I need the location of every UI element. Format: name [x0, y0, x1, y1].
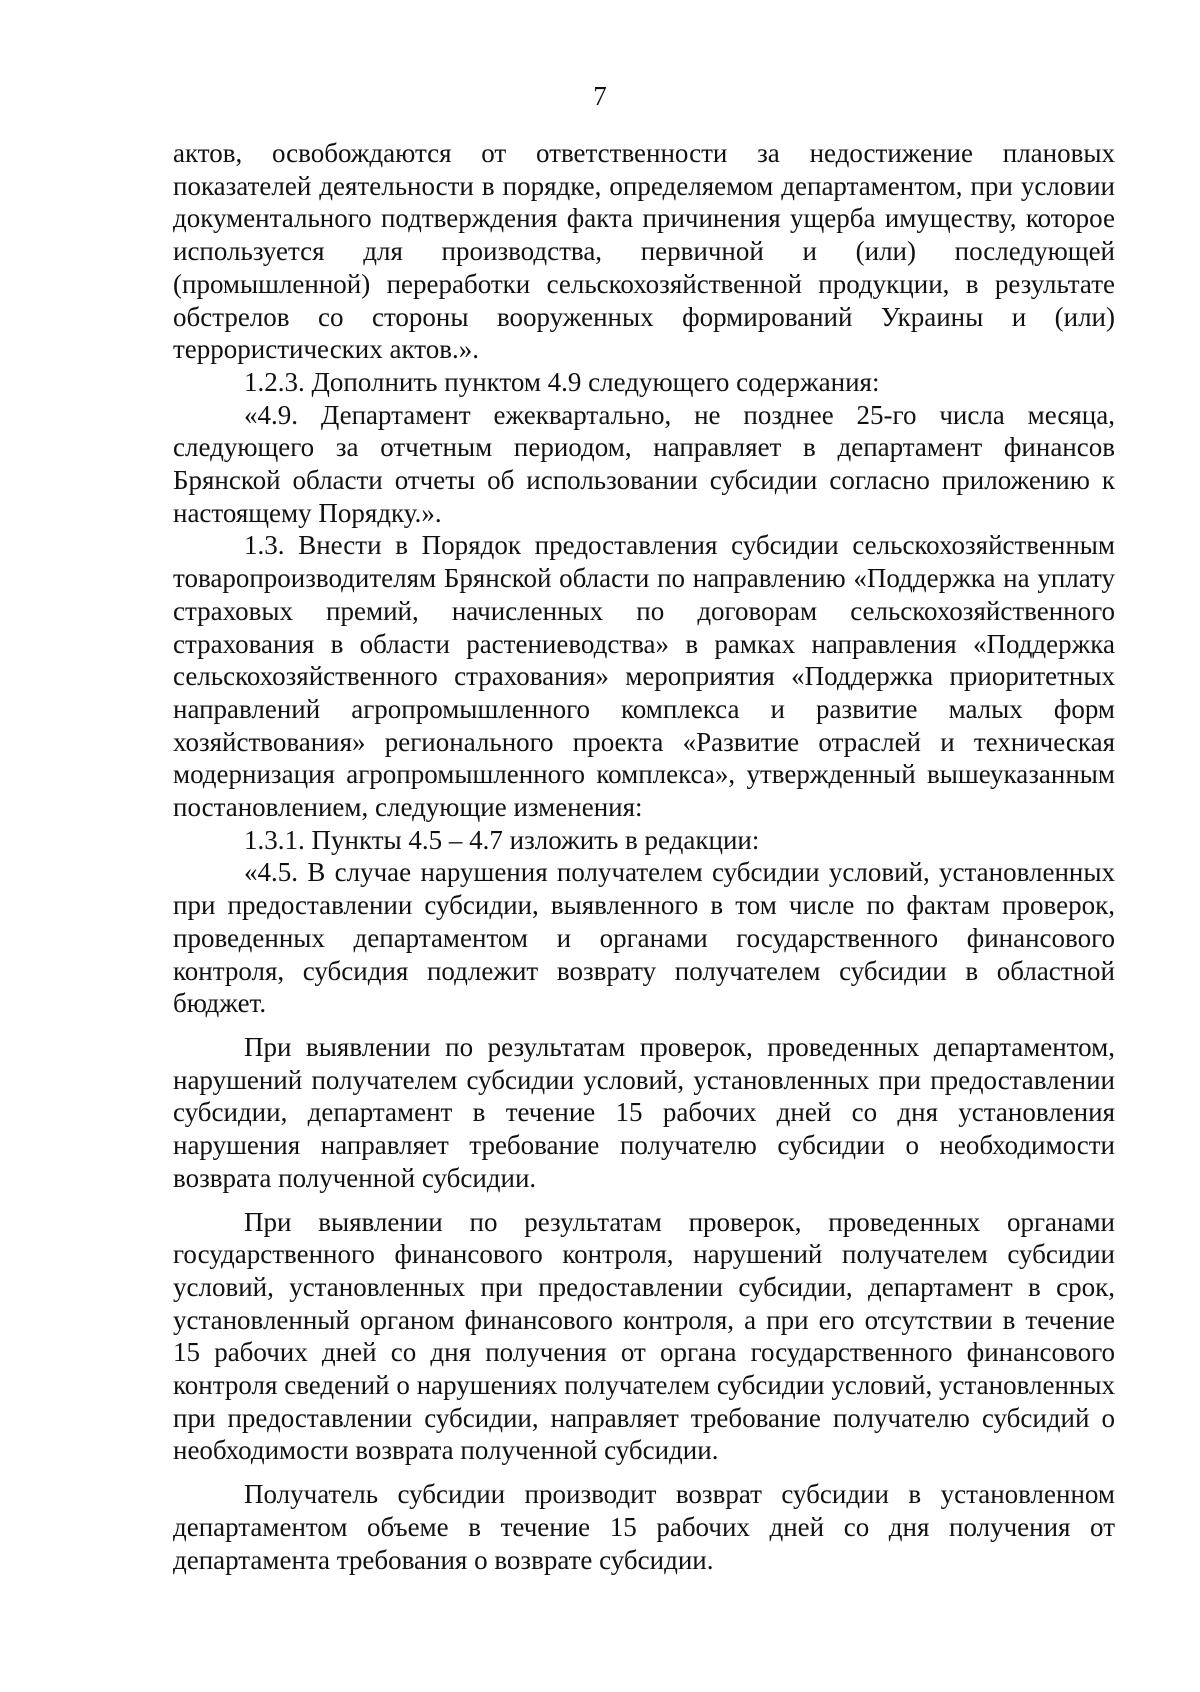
page-number: 7 [593, 81, 607, 111]
document-body [173, 137, 1115, 1576]
paragraph-1-2-3: 1.2.3. Дополнить пунктом 4.9 следующего содержания: [244, 366, 880, 397]
paragraph-1-3-1: 1.3.1. Пункты 4.5 – 4.7 изложить в редакции: [244, 824, 760, 855]
paragraph-refund: Получатель субсидии производит возврат субсидии в установленном департаментом объеме в течение 15 рабочих дней со дня получения от департамента требования о возврате субсидии. [173, 1479, 1115, 1575]
paragraph-continuation: актов, освобождаются от ответственности за недостижение плановых показателей деятельности в порядке, определяемом департаментом, при условии документального подтверждения факта причинения ущерба имуществу, которое используется для производства, первичной и (или) последующей (промышленной) переработки сельскохозяйственной продукции, в результате обстрелов со стороны вооруженных формирований Украины и (или) террористических актов.». [173, 138, 1115, 365]
paragraph-4-5: «4.5. В случае нарушения получателем субсидии условий, установленных при предоставлении субсидии, выявленного в том числе по фактам проверок, проведенных департаментом и органами государственного финансового контроля, субсидия подлежит возврату получателем субсидии в областной бюджет. [173, 857, 1115, 1019]
paragraph-1-3: 1.3. Внести в Порядок предоставления субсидии сельскохозяйственным товаропроизводителям Брянской области по направлению «Поддержка на уплату страховых премий, начисленных по договорам сельскохозяйственного страхования в области растениеводства» в рамках направления «Поддержка сельскохозяйственного страхования» мероприятия «Поддержка приоритетных направлений агропромышленного комплекса и развитие малых форм хозяйствования» регионального проекта «Развитие отраслей и техническая модернизация агропромышленного комплекса», утвержденный вышеуказанным постановлением, следующие изменения: [173, 530, 1115, 823]
paragraph-4-9: «4.9. Департамент ежеквартально, не позднее 25-го числа месяца, следующего за отчетным периодом, направляет в департамент финансов Брянской области отчеты об использовании субсидии согласно приложению к настоящему Порядку.». [173, 399, 1115, 528]
paragraph-departmental-check: При выявлении по результатам проверок, проведенных департаментом, нарушений получателем субсидии условий, установленных при предоставлении субсидии, департамент в течение 15 рабочих дней со дня установления нарушения направляет требование получателю субсидии о необходимости возврата полученной субсидии. [173, 1031, 1115, 1193]
paragraph-state-control-check: При выявлении по результатам проверок, проведенных органами государственного финансового контроля, нарушений получателем субсидии условий, установленных при предоставлении субсидии, департамент в срок, установленный органом финансового контроля, а при его отсутствии в течение 15 рабочих дней со дня получения от органа государственного финансового контроля сведений о нарушениях получателем субсидии условий, установленных при предоставлении субсидии, направляет требование получателю субсидий о необходимости возврата полученной субсидии. [173, 1206, 1115, 1466]
